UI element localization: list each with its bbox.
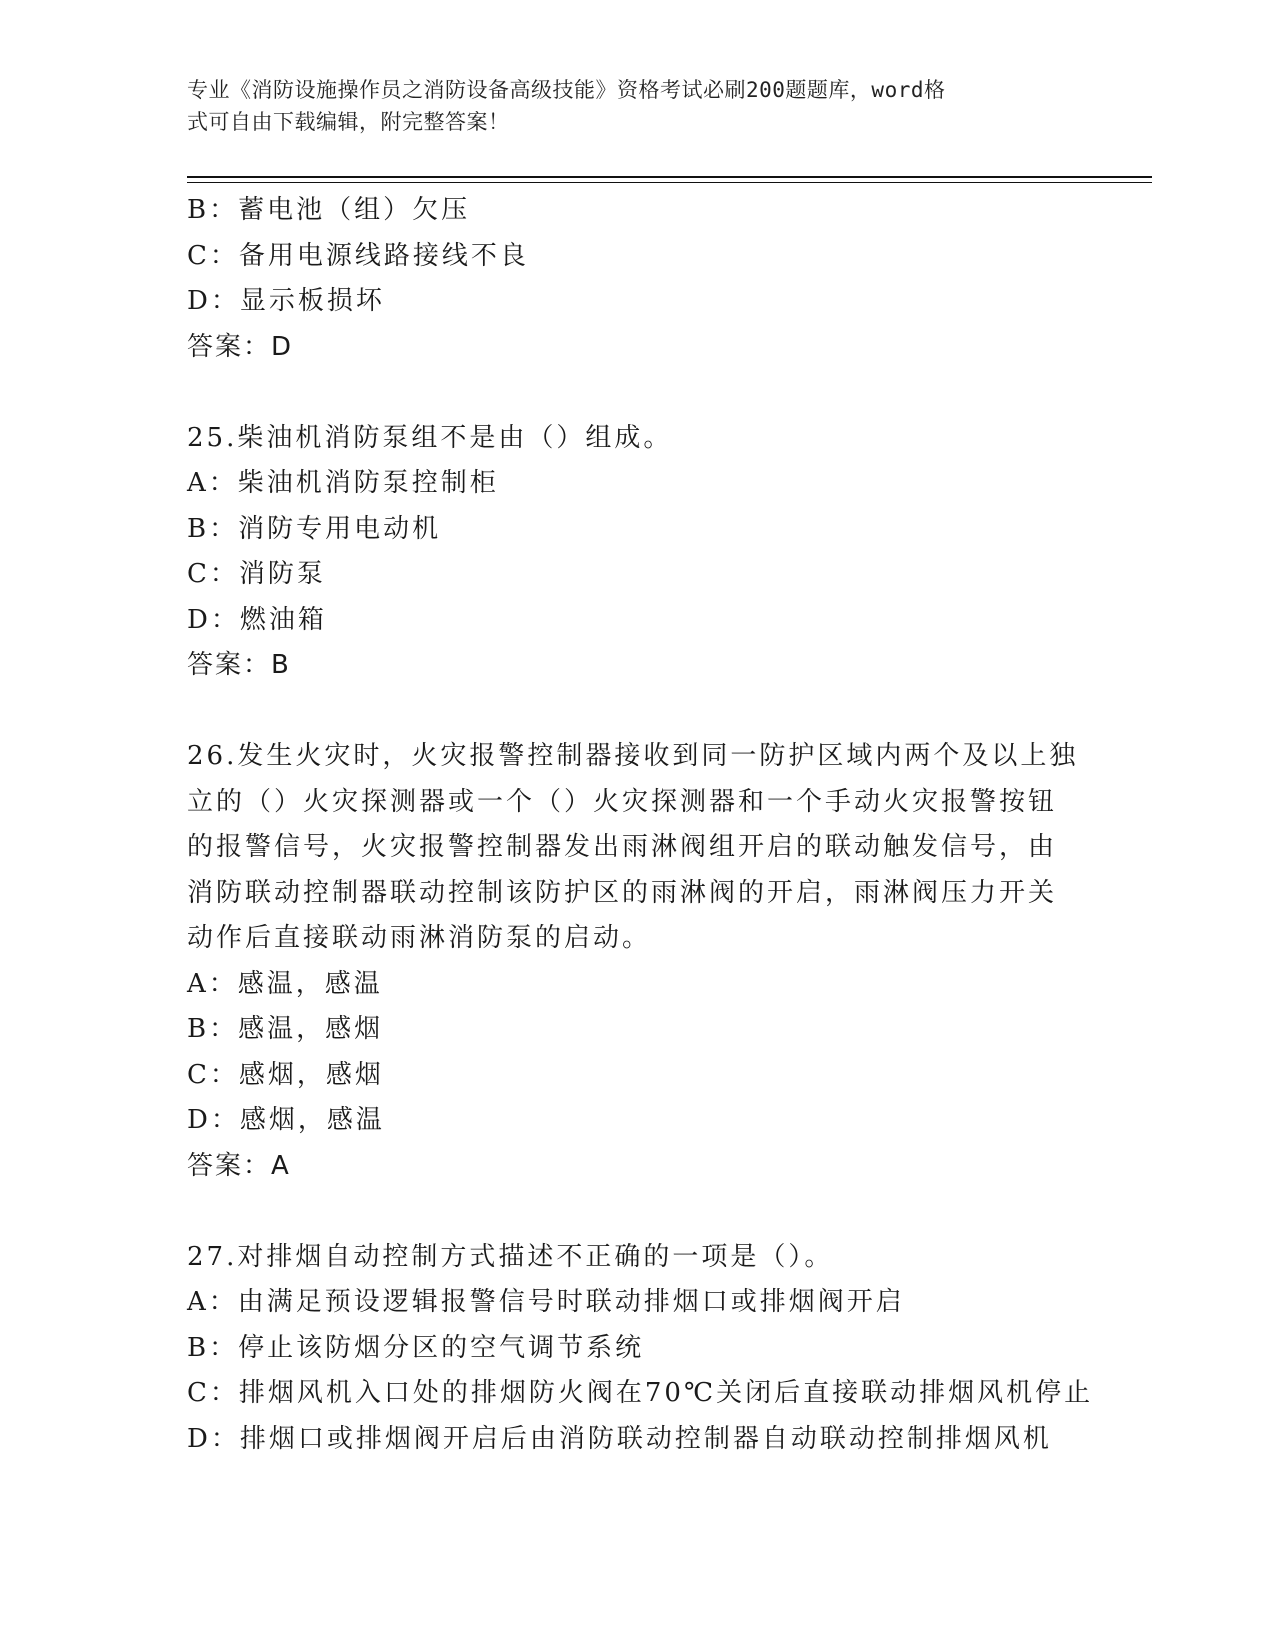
option-b: B：蓄电池（组）欠压 [187,195,471,225]
answer-label: 答案：A [187,1150,291,1181]
document-header [187,74,1067,138]
question-25 [187,416,1087,689]
question-24-continued [187,188,1087,370]
header-line-1: 专业《消防设施操作员之消防设备高级技能》资格考试必刷200题题库，word格 [187,78,946,102]
option-c: C：感烟，感烟 [187,1059,384,1090]
answer-label: 答案：B [187,650,291,680]
option-d: D：排烟口或排烟阀开启后由消防联动控制器自动联动控制排烟风机 [187,1423,1052,1454]
question-text-line: 动作后直接联动雨淋消防泵的启动。 [187,923,652,953]
question-27 [187,1235,1094,1463]
option-d: D：燃油箱 [187,604,327,635]
option-b: B：停止该防烟分区的空气调节系统 [187,1332,645,1363]
spacer [187,370,1087,416]
option-a: A：由满足预设逻辑报警信号时联动排烟口或排烟阀开启 [187,1287,905,1317]
option-c: C：排烟风机入口处的排烟防火阀在70℃关闭后直接联动排烟风机停止 [187,1378,1094,1408]
question-26 [187,734,1087,1189]
option-d: D：显示板损坏 [187,286,385,316]
question-text-line: 立的（）火灾探测器或一个（）火灾探测器和一个手动火灾报警按钮 [187,786,1058,817]
question-text-line: 消防联动控制器联动控制该防护区的雨淋阀的开启，雨淋阀压力开关 [187,877,1058,908]
header-rule-thick [187,176,1152,178]
option-b: B：消防专用电动机 [187,513,442,544]
question-list [187,188,1094,1462]
option-c: C：备用电源线路接线不良 [187,240,529,271]
option-a: A：感温，感温 [187,968,383,999]
spacer [187,689,1087,735]
header-rule-thin [187,182,1152,183]
question-text: 27.对排烟自动控制方式描述不正确的一项是（）。 [187,1241,834,1272]
question-text-line: 的报警信号，火灾报警控制器发出雨淋阀组开启的联动触发信号，由 [187,832,1058,862]
question-text: 25.柴油机消防泵组不是由（）组成。 [187,422,673,453]
spacer [187,1189,1087,1235]
option-d: D：感烟，感温 [187,1105,385,1135]
option-a: A：柴油机消防泵控制柜 [187,468,499,498]
option-b: B：感温，感烟 [187,1014,384,1044]
answer-label: 答案：D [187,331,294,362]
option-c: C：消防泵 [187,559,326,589]
question-text-line: 26.发生火灾时，火灾报警控制器接收到同一防护区域内两个及以上独 [187,741,1079,771]
header-line-2: 式可自由下载编辑，附完整答案！ [187,110,510,134]
